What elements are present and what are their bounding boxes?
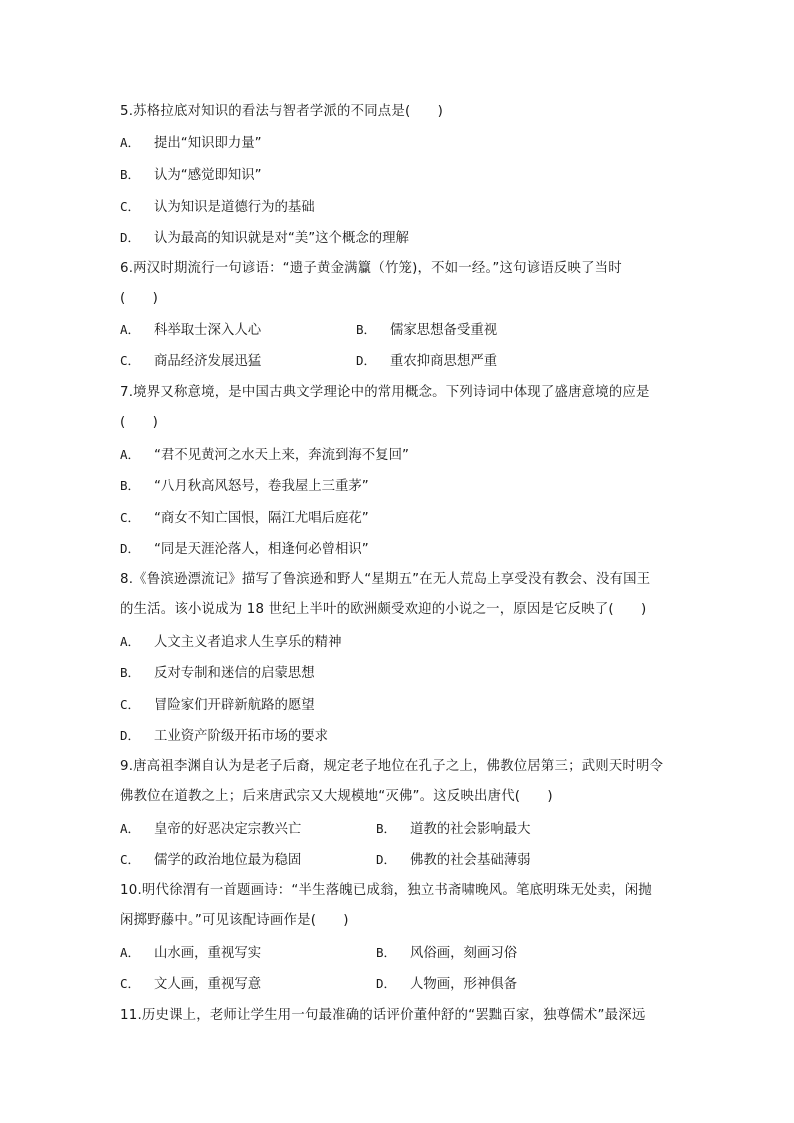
question-10-option-a[interactable] — [120, 943, 261, 964]
option-label: A． — [120, 821, 141, 836]
option-label: C． — [120, 199, 141, 214]
option-text: 科举取士深入人心 — [154, 323, 262, 338]
option-text: 认为“感觉即知识” — [154, 168, 262, 183]
option-label: D． — [120, 728, 141, 743]
option-label: C． — [120, 510, 141, 525]
option-label: A． — [120, 447, 141, 462]
option-text: 商品经济发展迅猛 — [154, 354, 262, 369]
option-text: 反对专制和迷信的启蒙思想 — [154, 666, 315, 681]
option-label: C． — [120, 852, 141, 867]
question-6-stem-line-1: 6.两汉时期流行一句谚语：“遗子黄金满籯（竹笼)，不如一经。”这句谚语反映了当时 — [120, 261, 622, 276]
question-5-option-d[interactable] — [120, 228, 409, 249]
option-label: C． — [120, 976, 141, 991]
option-label: B． — [120, 167, 141, 182]
option-label: C． — [120, 697, 141, 712]
option-label: A． — [120, 945, 141, 960]
option-label: D． — [376, 852, 397, 867]
question-9-stem-line-1: 9.唐高祖李渊自认为是老子后裔，规定老子地位在孔子之上，佛教位居第三；武则天时明令 — [120, 759, 664, 774]
question-7-stem-line-2: ( ) — [120, 415, 159, 430]
option-label: A． — [120, 322, 141, 337]
question-10-stem-line-1: 10.明代徐渭有一首题画诗：“半生落魄已成翁，独立书斋啸晚风。笔底明珠无处卖，闲抛 — [120, 883, 652, 898]
option-text: 人物画，形神俱备 — [410, 977, 518, 992]
option-text: 儒家思想备受重视 — [390, 323, 498, 338]
option-text: 文人画，重视写意 — [154, 977, 262, 992]
question-5-option-b[interactable] — [120, 165, 262, 186]
question-5-stem: 5.苏格拉底对知识的看法与智者学派的不同点是( ) — [120, 104, 444, 119]
option-text: 皇帝的好恶决定宗教兴亡 — [154, 822, 302, 837]
option-label: D． — [356, 353, 377, 368]
question-10-option-b[interactable] — [376, 943, 517, 964]
question-10-stem-line-2: 闲掷野藤中。”可见该配诗画作是( ) — [120, 913, 349, 928]
question-6-stem-line-2: ( ) — [120, 291, 159, 306]
option-text: “八月秋高风怒号，卷我屋上三重茅” — [154, 479, 369, 494]
option-label: B． — [120, 665, 141, 680]
option-text: 提出“知识即力量” — [154, 136, 262, 151]
option-label: B． — [120, 478, 141, 493]
question-5-option-c[interactable] — [120, 197, 315, 218]
option-text: 认为知识是道德行为的基础 — [154, 200, 315, 215]
question-7-option-a[interactable] — [120, 445, 409, 466]
question-9-option-d[interactable] — [376, 850, 531, 871]
question-11-stem: 11.历史课上，老师让学生用一句最准确的话评价董仲舒的“罢黜百家，独尊儒术”最深远 — [120, 1008, 646, 1023]
option-label: A． — [120, 634, 141, 649]
question-10-option-d[interactable] — [376, 974, 517, 995]
question-8-option-b[interactable] — [120, 663, 315, 684]
option-label: D． — [120, 230, 141, 245]
option-label: C． — [120, 353, 141, 368]
question-8-option-c[interactable] — [120, 695, 315, 716]
question-6-option-c[interactable] — [120, 351, 261, 372]
question-6-option-b[interactable] — [356, 320, 497, 341]
question-7-option-b[interactable] — [120, 476, 369, 497]
question-7-stem-line-1: 7.境界又称意境，是中国古典文学理论中的常用概念。下列诗词中体现了盛唐意境的应是 — [120, 385, 650, 400]
question-10-option-c[interactable] — [120, 974, 261, 995]
option-label: B． — [376, 821, 397, 836]
question-8-stem-line-2: 的生活。该小说成为 18 世纪上半叶的欧洲颇受欢迎的小说之一，原因是它反映了( ) — [120, 602, 647, 617]
question-8-option-a[interactable] — [120, 632, 341, 653]
option-text: 工业资产阶级开拓市场的要求 — [154, 729, 329, 744]
option-label: B． — [356, 322, 377, 337]
question-9-option-c[interactable] — [120, 850, 301, 871]
question-8-stem-line-1: 8.《鲁滨逊漂流记》描写了鲁滨逊和野人“星期五”在无人荒岛上享受没有教会、没有国王 — [120, 572, 651, 587]
question-9-stem-line-2: 佛教位在道教之上；后来唐武宗又大规模地“灭佛”。这反映出唐代( ) — [120, 789, 553, 804]
question-5-option-a[interactable] — [120, 133, 262, 154]
option-text: 人文主义者追求人生享乐的精神 — [154, 635, 342, 650]
option-text: 重农抑商思想严重 — [390, 354, 498, 369]
option-text: 认为最高的知识就是对“美”这个概念的理解 — [154, 231, 409, 246]
question-9-option-b[interactable] — [376, 819, 531, 840]
option-text: 儒学的政治地位最为稳固 — [154, 853, 302, 868]
question-6-option-a[interactable] — [120, 320, 261, 341]
question-9-option-a[interactable] — [120, 819, 301, 840]
option-text: “同是天涯沦落人，相逢何必曾相识” — [154, 542, 369, 557]
option-text: “商女不知亡国恨，隔江尤唱后庭花” — [154, 511, 369, 526]
question-6-option-d[interactable] — [356, 351, 497, 372]
question-8-option-d[interactable] — [120, 726, 328, 747]
option-text: 道教的社会影响最大 — [410, 822, 531, 837]
option-text: 冒险家们开辟新航路的愿望 — [154, 698, 315, 713]
option-label: A． — [120, 135, 141, 150]
question-7-option-d[interactable] — [120, 539, 369, 560]
option-text: “君不见黄河之水天上来，奔流到海不复回” — [154, 448, 409, 463]
option-label: D． — [376, 976, 397, 991]
option-text: 佛教的社会基础薄弱 — [410, 853, 531, 868]
option-label: D． — [120, 541, 141, 556]
option-label: B． — [376, 945, 397, 960]
option-text: 山水画，重视写实 — [154, 946, 262, 961]
option-text: 风俗画，刻画习俗 — [410, 946, 518, 961]
question-7-option-c[interactable] — [120, 508, 369, 529]
